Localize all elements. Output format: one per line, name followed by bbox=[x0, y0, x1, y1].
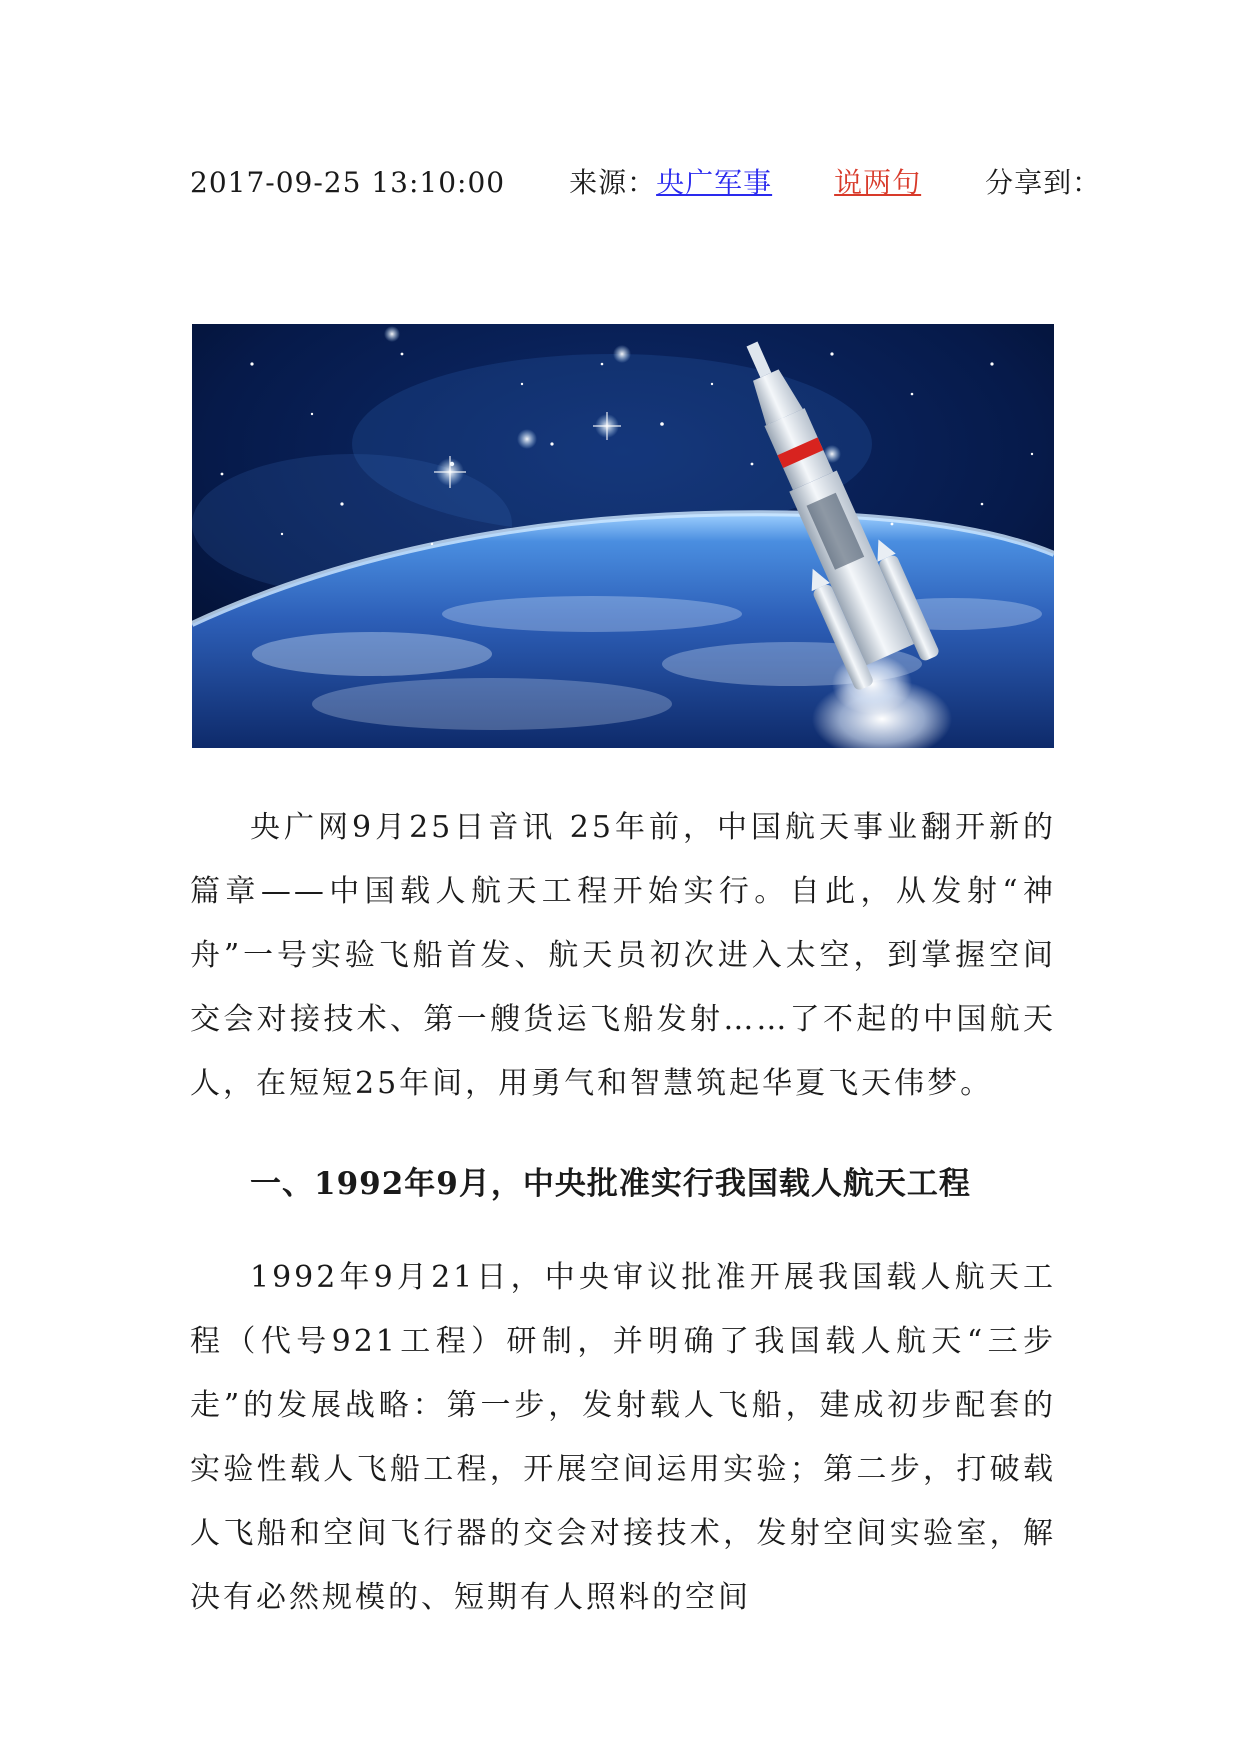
source-label: 来源： bbox=[569, 166, 657, 199]
rocket-launch-over-earth-photo bbox=[192, 324, 1054, 748]
comment-link[interactable]: 说两句 bbox=[834, 166, 922, 199]
section-heading-1: 一、1992年9月，中央批准实行我国载人航天工程 bbox=[250, 1166, 971, 1202]
hero-image bbox=[192, 324, 1054, 748]
article-meta-line bbox=[190, 163, 1101, 203]
article-paragraph-2: 1992年9月21日，中央审议批准开展我国载人航天工程（代号921工程）研制，并明确了我国载人航天“三步走”的发展战略：第一步，发射载人飞船，建成初步配套的实验性载人飞船工程，开展空间运用实验；第二步，打破载人飞船和空间飞行器的交会对接技术，发射空间实验室，解决有必然规模的、短期有人照料的空间 bbox=[190, 1260, 1056, 1615]
share-label: 分享到： bbox=[985, 166, 1102, 199]
publish-datetime: 2017-09-25 13:10:00 bbox=[190, 166, 506, 199]
article-paragraph-1: 央广网9月25日音讯 25年前，中国航天事业翻开新的篇章——中国载人航天工程开始实行。自此，从发射“神舟”一号实验飞船首发、航天员初次进入太空，到掌握空间交会对接技术、第一艘货运飞船发射……了不起的中国航天人，在短短25年间，用勇气和智慧筑起华夏飞天伟梦。 bbox=[190, 810, 1056, 1101]
source-link[interactable]: 央广军事 bbox=[656, 166, 773, 199]
